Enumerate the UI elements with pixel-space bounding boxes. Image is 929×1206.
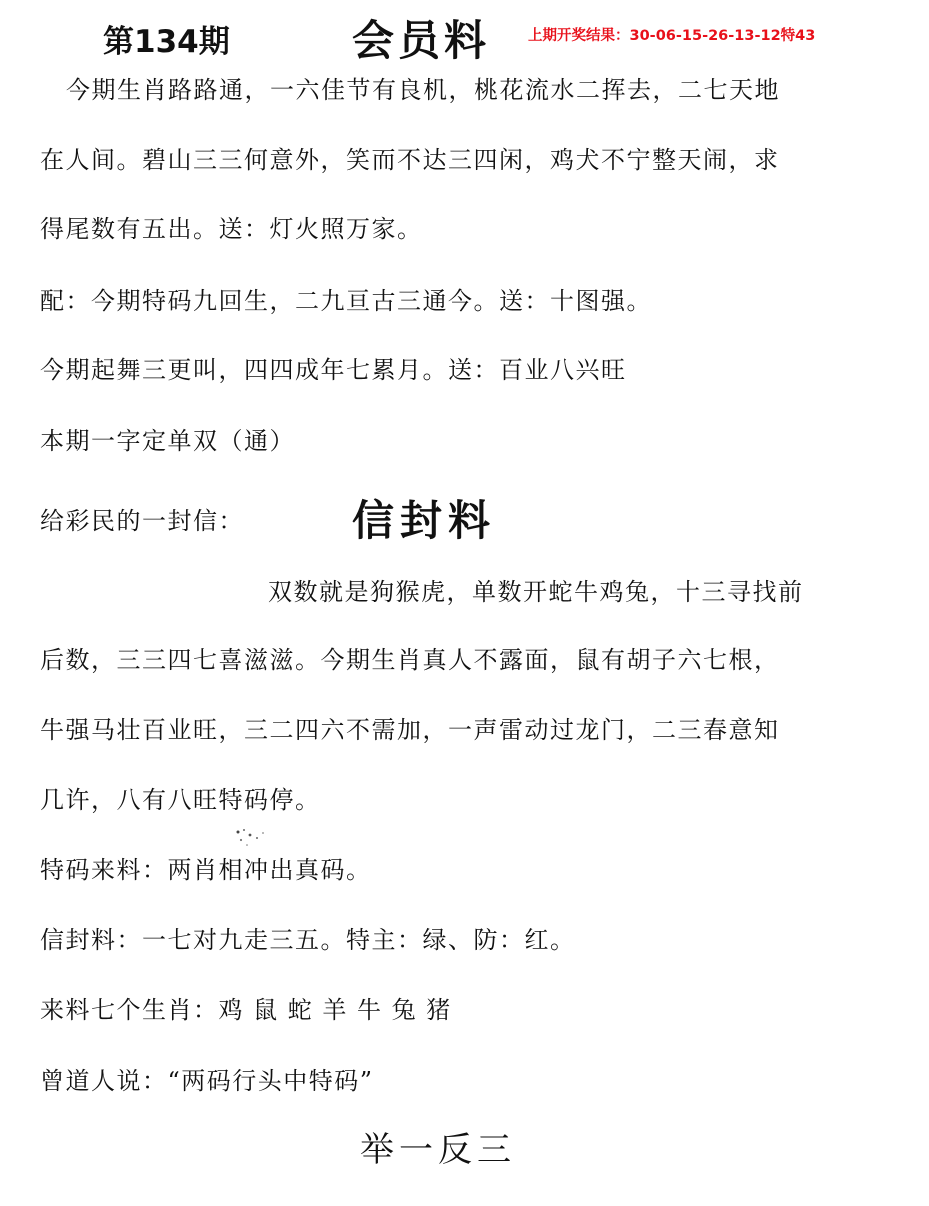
closing-phrase: 举一反三 bbox=[360, 1130, 516, 1170]
body-line-2: 在人间。碧山三三何意外，笑而不达三四闲，鸡犬不宁整天闹，求 bbox=[40, 146, 780, 174]
body-line-6: 本期一字定单双（通） bbox=[40, 427, 295, 455]
scan-speck-mark bbox=[232, 826, 272, 850]
body-line-1: 今期生肖路路通，一六佳节有良机，桃花流水二挥去，二七天地 bbox=[66, 76, 780, 104]
body-line-5: 今期起舞三更叫，四四成年七累月。送：百业八兴旺 bbox=[40, 356, 627, 384]
letter-line-1: 双数就是狗猴虎，单数开蛇牛鸡兔，十三寻找前 bbox=[268, 578, 804, 606]
last-draw-result: 上期开奖结果：30-06-15-26-13-12特43 bbox=[528, 28, 816, 44]
letter-title: 信封料 bbox=[352, 496, 497, 545]
letter-line-4: 几许，八有八旺特码停。 bbox=[40, 786, 321, 814]
note-line-4: 曾道人说：“两码行头中特码” bbox=[40, 1067, 374, 1095]
letter-line-2: 后数，三三四七喜滋滋。今期生肖真人不露面，鼠有胡子六七根， bbox=[40, 646, 780, 674]
issue-number: 第134期 bbox=[103, 24, 230, 60]
page-title: 会员料 bbox=[352, 16, 491, 65]
note-line-2: 信封料：一七对九走三五。特主：绿、防：红。 bbox=[40, 926, 576, 954]
letter-line-3: 牛强马壮百业旺，三二四六不需加，一声雷动过龙门，二三春意知 bbox=[40, 716, 780, 744]
note-line-1: 特码来料：两肖相冲出真码。 bbox=[40, 856, 372, 884]
letter-intro: 给彩民的一封信： bbox=[40, 507, 244, 535]
note-line-3: 来料七个生肖：鸡 鼠 蛇 羊 牛 兔 猪 bbox=[40, 996, 452, 1024]
body-line-3: 得尾数有五出。送：灯火照万家。 bbox=[40, 215, 423, 243]
body-line-4: 配：今期特码九回生，二九亘古三通今。送：十图强。 bbox=[40, 287, 652, 315]
